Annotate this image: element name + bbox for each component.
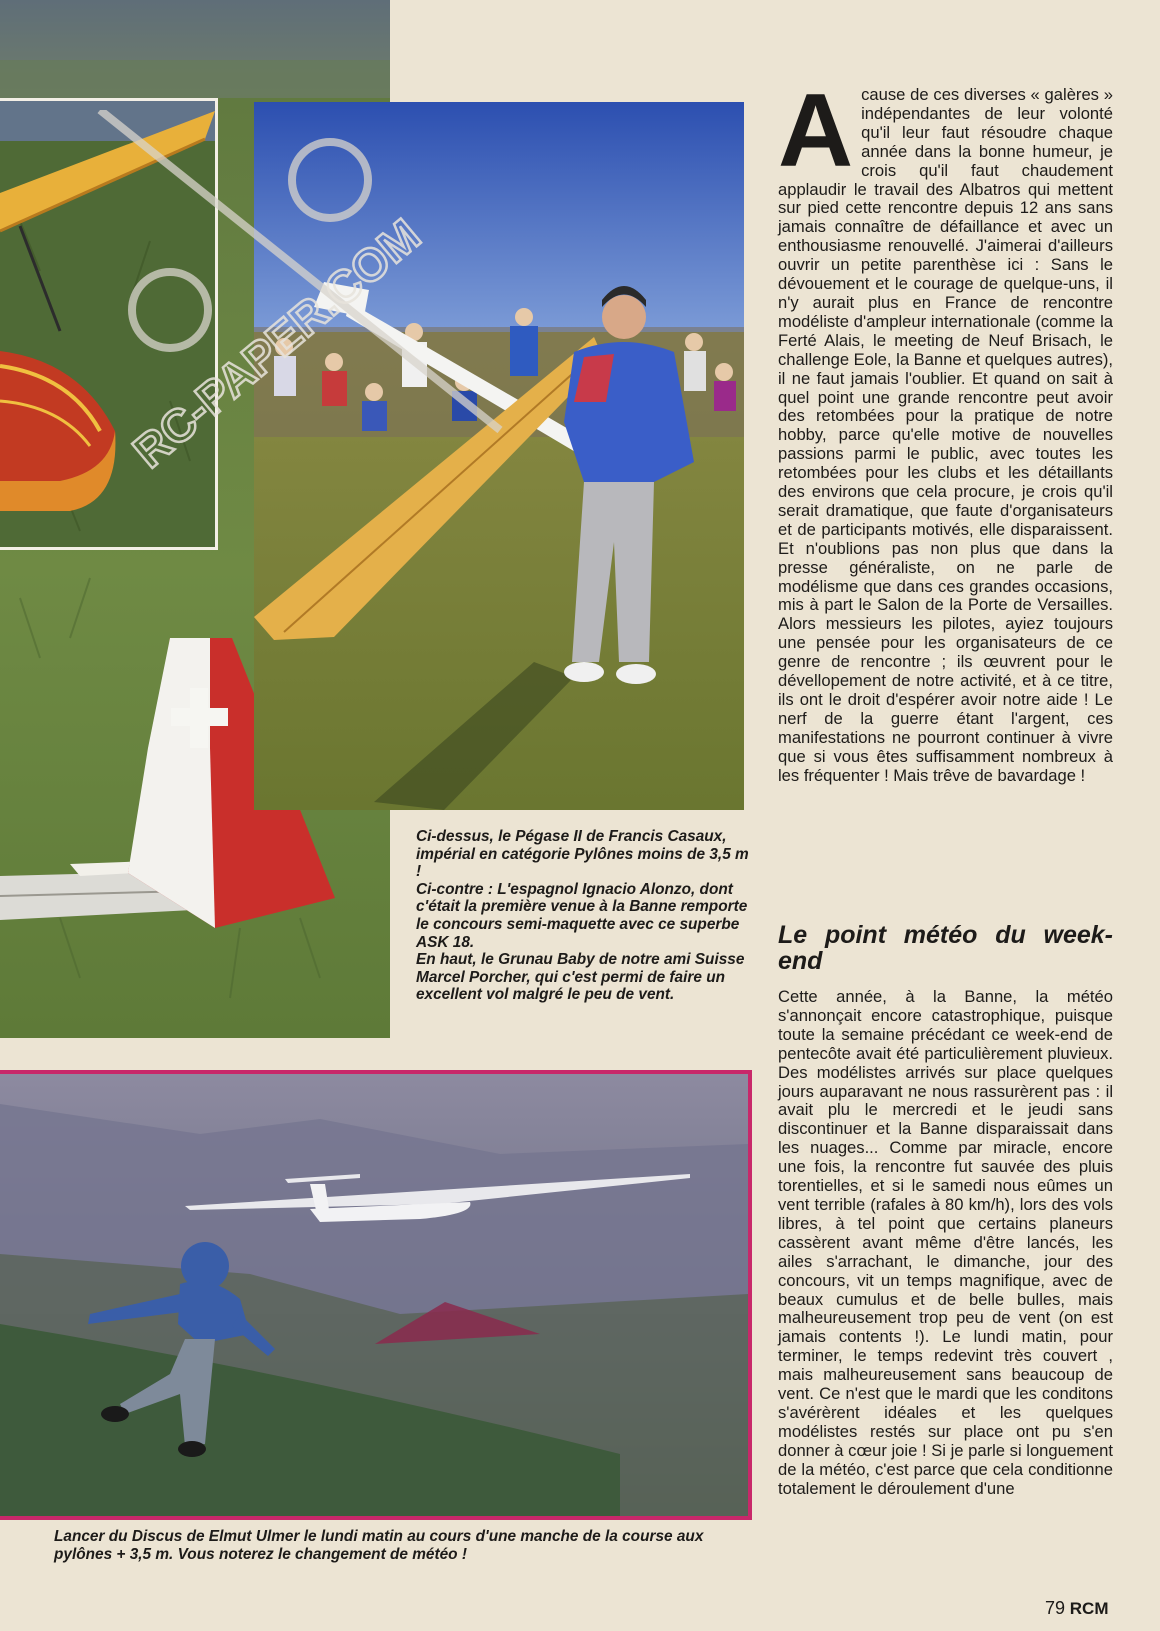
caption-photos [416,828,751,1004]
page-footer [1045,1598,1108,1619]
dropcap: A [778,73,854,189]
photo-top-strip [0,0,390,98]
magazine-name: RCM [1069,1599,1109,1618]
caption-pegase: Ci-dessus, le Pégase II de Francis Casaux, impérial en catégorie Pylônes moins de 3,5 m ! [416,828,749,881]
page-number: 79 [1045,1598,1066,1618]
watermark-logo [90,110,510,490]
watermark-text: RC-PAPER.COM [123,208,430,478]
article-intro [778,73,1113,786]
section-heading: Le point météo du week-end [778,921,1113,975]
article-intro-text: cause de ces diverses « galères » indépendantes de leur volonté qu'il leur faut résoudre chaque année dans la bonne humeur, je crois qu'il faut chaudement applaudir le travail des Albatros qui mettent sur pied cette rencontre depuis 12 ans sans jamais connaître de défaillance et avec un enthousiasme renouvellé. J'aimerai d'ailleurs ouvrir un petite parenthèse ici : Sans le dévouement et le courage de quelque-uns, il n'y aurait plus en France de rencontre modéliste d'ampleur internationale (comme la Ferté Alais, le meeting de Neuf Brisach, le challenge Eole, la Banne et quelques autres), il ne faut jamais l'oublier. Et quand on sait à quel point une grande rencontre peut avoir des retombées pour la pratique de notre hobby, parce qu'elle motive de nouvelles passions parmi le public, avec toutes les retombées pour les clubs et les détaillants des environs que cela procure, je crois qu'il serait dramatique, que faute d'organisateurs et de participants motivés, elle disparaissent. Et n'oublions pas non plus que dans la presse généraliste, on ne parle de modélisme que dans ces grandes occasions, mis à part le Salon de la Porte de Versailles. Alors messieurs les pilotes, ayiez toujours une pensée pour les organisateurs de ce genre de rencontre ; ils œuvrent pour le dévellopement de notre activité, et à ce titre, ils ont le droit d'espérer avoir notre aide ! Le nerf de la guerre étant l'argent, ces manifestations ne pourront continuer à vivre que si vous êtes suffisamment nombreux à les fréquenter ! Mais trêve de bavardage ! [778,85,1113,785]
article-weather-text: Cette année, à la Banne, la météo s'annonçait encore catastrophique, puisque toute la semaine précédant ce week-end de pentecôte avait été particulièrement pluvieux. Des modélistes arrivés sur place quelques jours auparavant ne nous rassurèrent pas : il avait plu le mercredi et le jeudi sans discontinuer et la Banne disparaissait dans les nuages... Comme par miracle, encore une fois, la rencontre fut sauvée des pluis torentielles, et si le samedi nous eûmes un vent terrible (rafales à 80 km/h), lors des vols libres, à tel point que certains planeurs cassèrent avant même d'être lancés, les ailes s'arrachant, le dimanche, jour des concours, vit un temps magnifique, avec de beaux cumulus et de belle bulles, mais malheureusement trop peu de vent (on est jamais contents !). Le lundi matin, pour terminer, le temps redevint très couvert , mais malheureusement sans beaucoup de vent. Ce n'est que le mardi que les conditons s'avérèrent idéales et les quelques modélistes restés sur place ont pu s'en donner à cœur joie ! Si je parle si longuement de la météo, c'est parce que cela conditionne totalement le déroulement d'une [778,987,1113,1498]
caption-grunau: En haut, le Grunau Baby de notre ami Suisse Marcel Porcher, qui c'est permi de faire un excellent vol malgré le peu de vent. [416,951,745,1004]
caption-discus: Lancer du Discus de Elmut Ulmer le lundi matin au cours d'une manche de la course aux pylônes + 3,5 m. Vous noterez le changement de météo ! [54,1528,704,1563]
photo-discus-launch [0,1070,752,1520]
caption-ask18: Ci-contre : L'espagnol Ignacio Alonzo, dont c'était la première venue à la Banne remporte le concours semi-maquette avec ce superbe ASK 18. [416,880,748,951]
